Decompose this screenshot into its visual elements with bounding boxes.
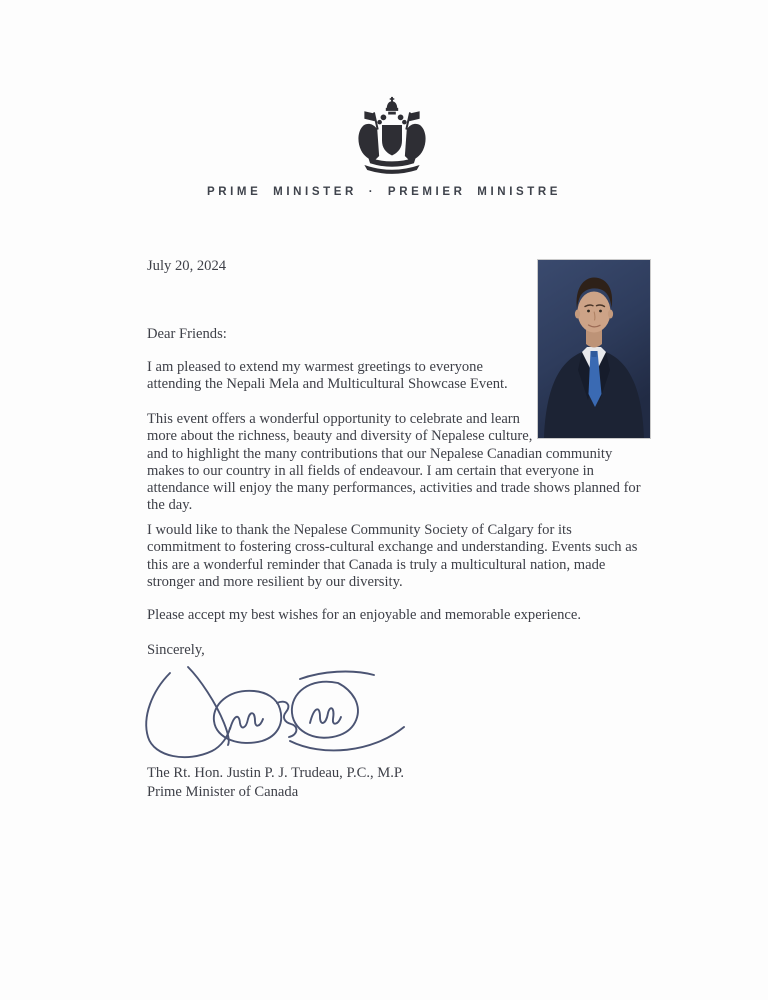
text-line: Please accept my best wishes for an enjoyable and memorable experience. [147,607,581,623]
text-line: more about the richness, beauty and diversity of Nepalese culture, [147,428,533,445]
text-line: stronger and more resilient by our diversity. [147,573,403,590]
signer-name: The Rt. Hon. Justin P. J. Trudeau, P.C., M.P. [147,765,405,781]
closing: Sincerely, [147,642,205,658]
text-line: commitment to fostering cross-cultural exchange and understanding. Events such as [147,539,638,556]
text-line: makes to our country in all fields of endeavour. I am certain that everyone in [147,462,594,479]
text-line: this are a wonderful reminder that Canada is truly a multicultural nation, made [147,556,606,573]
paragraph-4 [147,607,581,624]
paragraph-3 [147,522,637,591]
text-line: I would like to thank the Nepalese Community Society of Calgary for its [147,522,572,538]
paragraph-1 [147,359,508,394]
text-line: attendance will enjoy the many performances, activities and trade shows planned for [147,480,641,497]
canada-coat-of-arms-icon [352,96,432,174]
text-line: and to highlight the many contributions that our Nepalese Canadian community [147,445,613,462]
signer-title: Prime Minister of Canada [147,784,299,800]
text-line: attending the Nepali Mela and Multicultural Showcase Event. [147,376,508,393]
salutation: Dear Friends: [147,326,227,342]
letter-date: July 20, 2024 [147,258,227,274]
text-line: the day. [147,497,193,514]
text-line: This event offers a wonderful opportunity to celebrate and learn [147,411,520,427]
text-line: I am pleased to extend my warmest greetings to everyone [147,359,483,375]
letterhead-title: PRIME MINISTER · PREMIER MINISTRE [206,186,562,198]
signature-handwriting [142,664,408,766]
paragraph-2 [147,411,641,515]
